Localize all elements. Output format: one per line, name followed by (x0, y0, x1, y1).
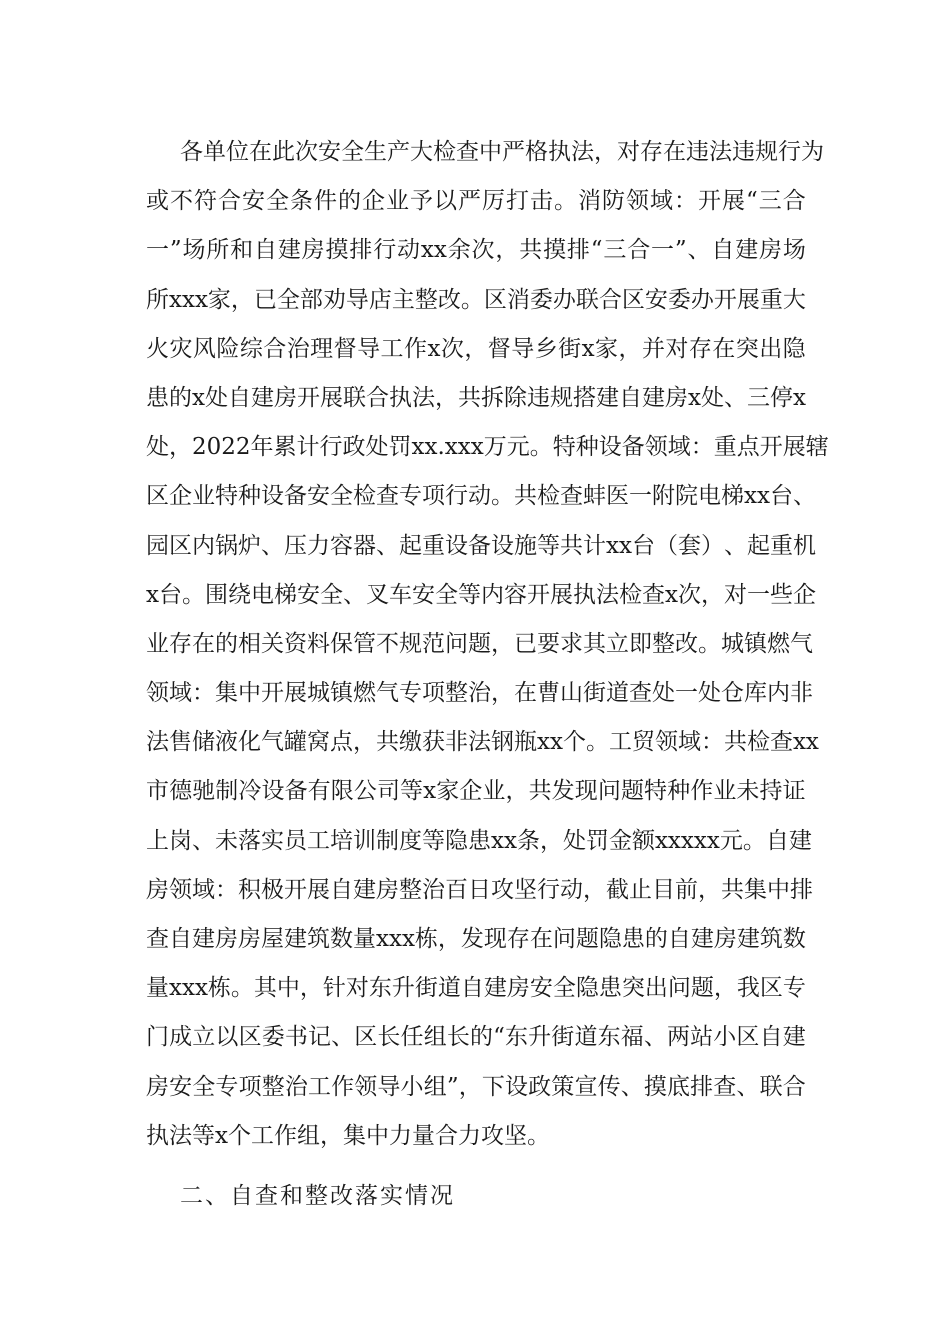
paragraph-line: 园 区 内 锅 炉 、 压 力 容 器 、 起 重 设 备 设 施 等 共 计 xx 台 （ 套 ） 、 起 重 机 (146, 532, 816, 559)
paragraph-line: 上 岗 、 未 落 实 员 工 培 训 制 度 等 隐 患 xx 条 ， 处 罚 金 额 xxxxx 元 。 自 建 (146, 827, 812, 854)
paragraph-line: 一 ” 场 所 和 自 建 房 摸 排 行 动 xx 余 次 ， 共 摸 排 “ 三 合 一 ” 、 自 建 房 场 (146, 237, 806, 264)
section-heading: 二、自查和整改落实情况 (180, 1183, 455, 1209)
paragraph-line: 查 自 建 房 房 屋 建 筑 数 量 xxx 栋 ， 发 现 存 在 问 题 隐 患 的 自 建 房 建 筑 数 (146, 926, 806, 952)
paragraph-line: 市 德 驰 制 冷 设 备 有 限 公 司 等 x 家 企 业 ， 共 发 现 问 题 特 种 作 业 未 持 证 (146, 778, 806, 805)
paragraph-line: 火 灾 风 险 综 合 治 理 督 导 工 作 x 次 ， 督 导 乡 街 x 家 ， 并 对 存 在 突 出 隐 (146, 335, 806, 362)
paragraph-line: 门 成 立 以 区 委 书 记 、 区 长 任 组 长 的 “ 东 升 街 道 东 福 、 两 站 小 区 自 建 (146, 1024, 806, 1051)
paragraph-line: 法 售 储 液 化 气 罐 窝 点 ， 共 缴 获 非 法 钢 瓶 xx 个 。 工 贸 领 域 ： 共 检 查 xx (146, 729, 819, 756)
paragraph-line: 执法等x个工作组，集中力量合力攻坚。 (146, 1122, 550, 1149)
paragraph-line: 房 安 全 专 项 整 治 工 作 领 导 小 组 ” ， 下 设 政 策 宣 传 、 摸 底 排 查 、 联 合 (146, 1073, 806, 1100)
paragraph-line: 或 不 符 合 安 全 条 件 的 企 业 予 以 严 厉 打 击 。 消 防 领 域 ： 开 展 “ 三 合 (146, 188, 806, 215)
paragraph-line: 患 的 x 处 自 建 房 开 展 联 合 执 法 ， 共 拆 除 违 规 搭 建 自 建 房 x 处 、 三 停 x (146, 384, 806, 411)
paragraph-line: 领 域 ： 集 中 开 展 城 镇 燃 气 专 项 整 治 ， 在 曹 山 街 道 查 处 一 处 仓 库 内 非 (146, 680, 813, 707)
paragraph-line: 房 领 域 ： 积 极 开 展 自 建 房 整 治 百 日 攻 坚 行 动 ， 截 止 目 前 ， 共 集 中 排 (146, 876, 813, 903)
paragraph-line: 各 单 位 在 此 次 安 全 生 产 大 检 查 中 严 格 执 法 ， 对 存 在 违 法 违 规 行 为 (180, 139, 824, 165)
paragraph-line: 业 存 在 的 相 关 资 料 保 管 不 规 范 问 题 ， 已 要 求 其 立 即 整 改 。 城 镇 燃 气 (146, 630, 813, 657)
paragraph-line: x 台 。 围 绕 电 梯 安 全 、 叉 车 安 全 等 内 容 开 展 执 法 检 查 x 次 ， 对 一 些 企 (146, 581, 816, 608)
paragraph-line: 所 xxx 家 ， 已 全 部 劝 导 店 主 整 改 。 区 消 委 办 联 合 区 安 委 办 开 展 重 大 (146, 286, 806, 313)
body-paragraph (146, 128, 829, 1161)
paragraph-line: 量 xxx 栋 。 其 中 ， 针 对 东 升 街 道 自 建 房 安 全 隐 患 突 出 问 题 ， 我 区 专 (146, 975, 806, 1002)
paragraph-line: 处 ， 2022 年 累 计 行 政 处 罚 xx.xxx 万 元 。 特 种 设 备 领 域 ： 重 点 开 展 辖 (146, 434, 829, 461)
paragraph-line: 区 企 业 特 种 设 备 安 全 检 查 专 项 行 动 。 共 检 查 蚌 医 一 附 院 电 梯 xx 台 、 (146, 483, 816, 510)
